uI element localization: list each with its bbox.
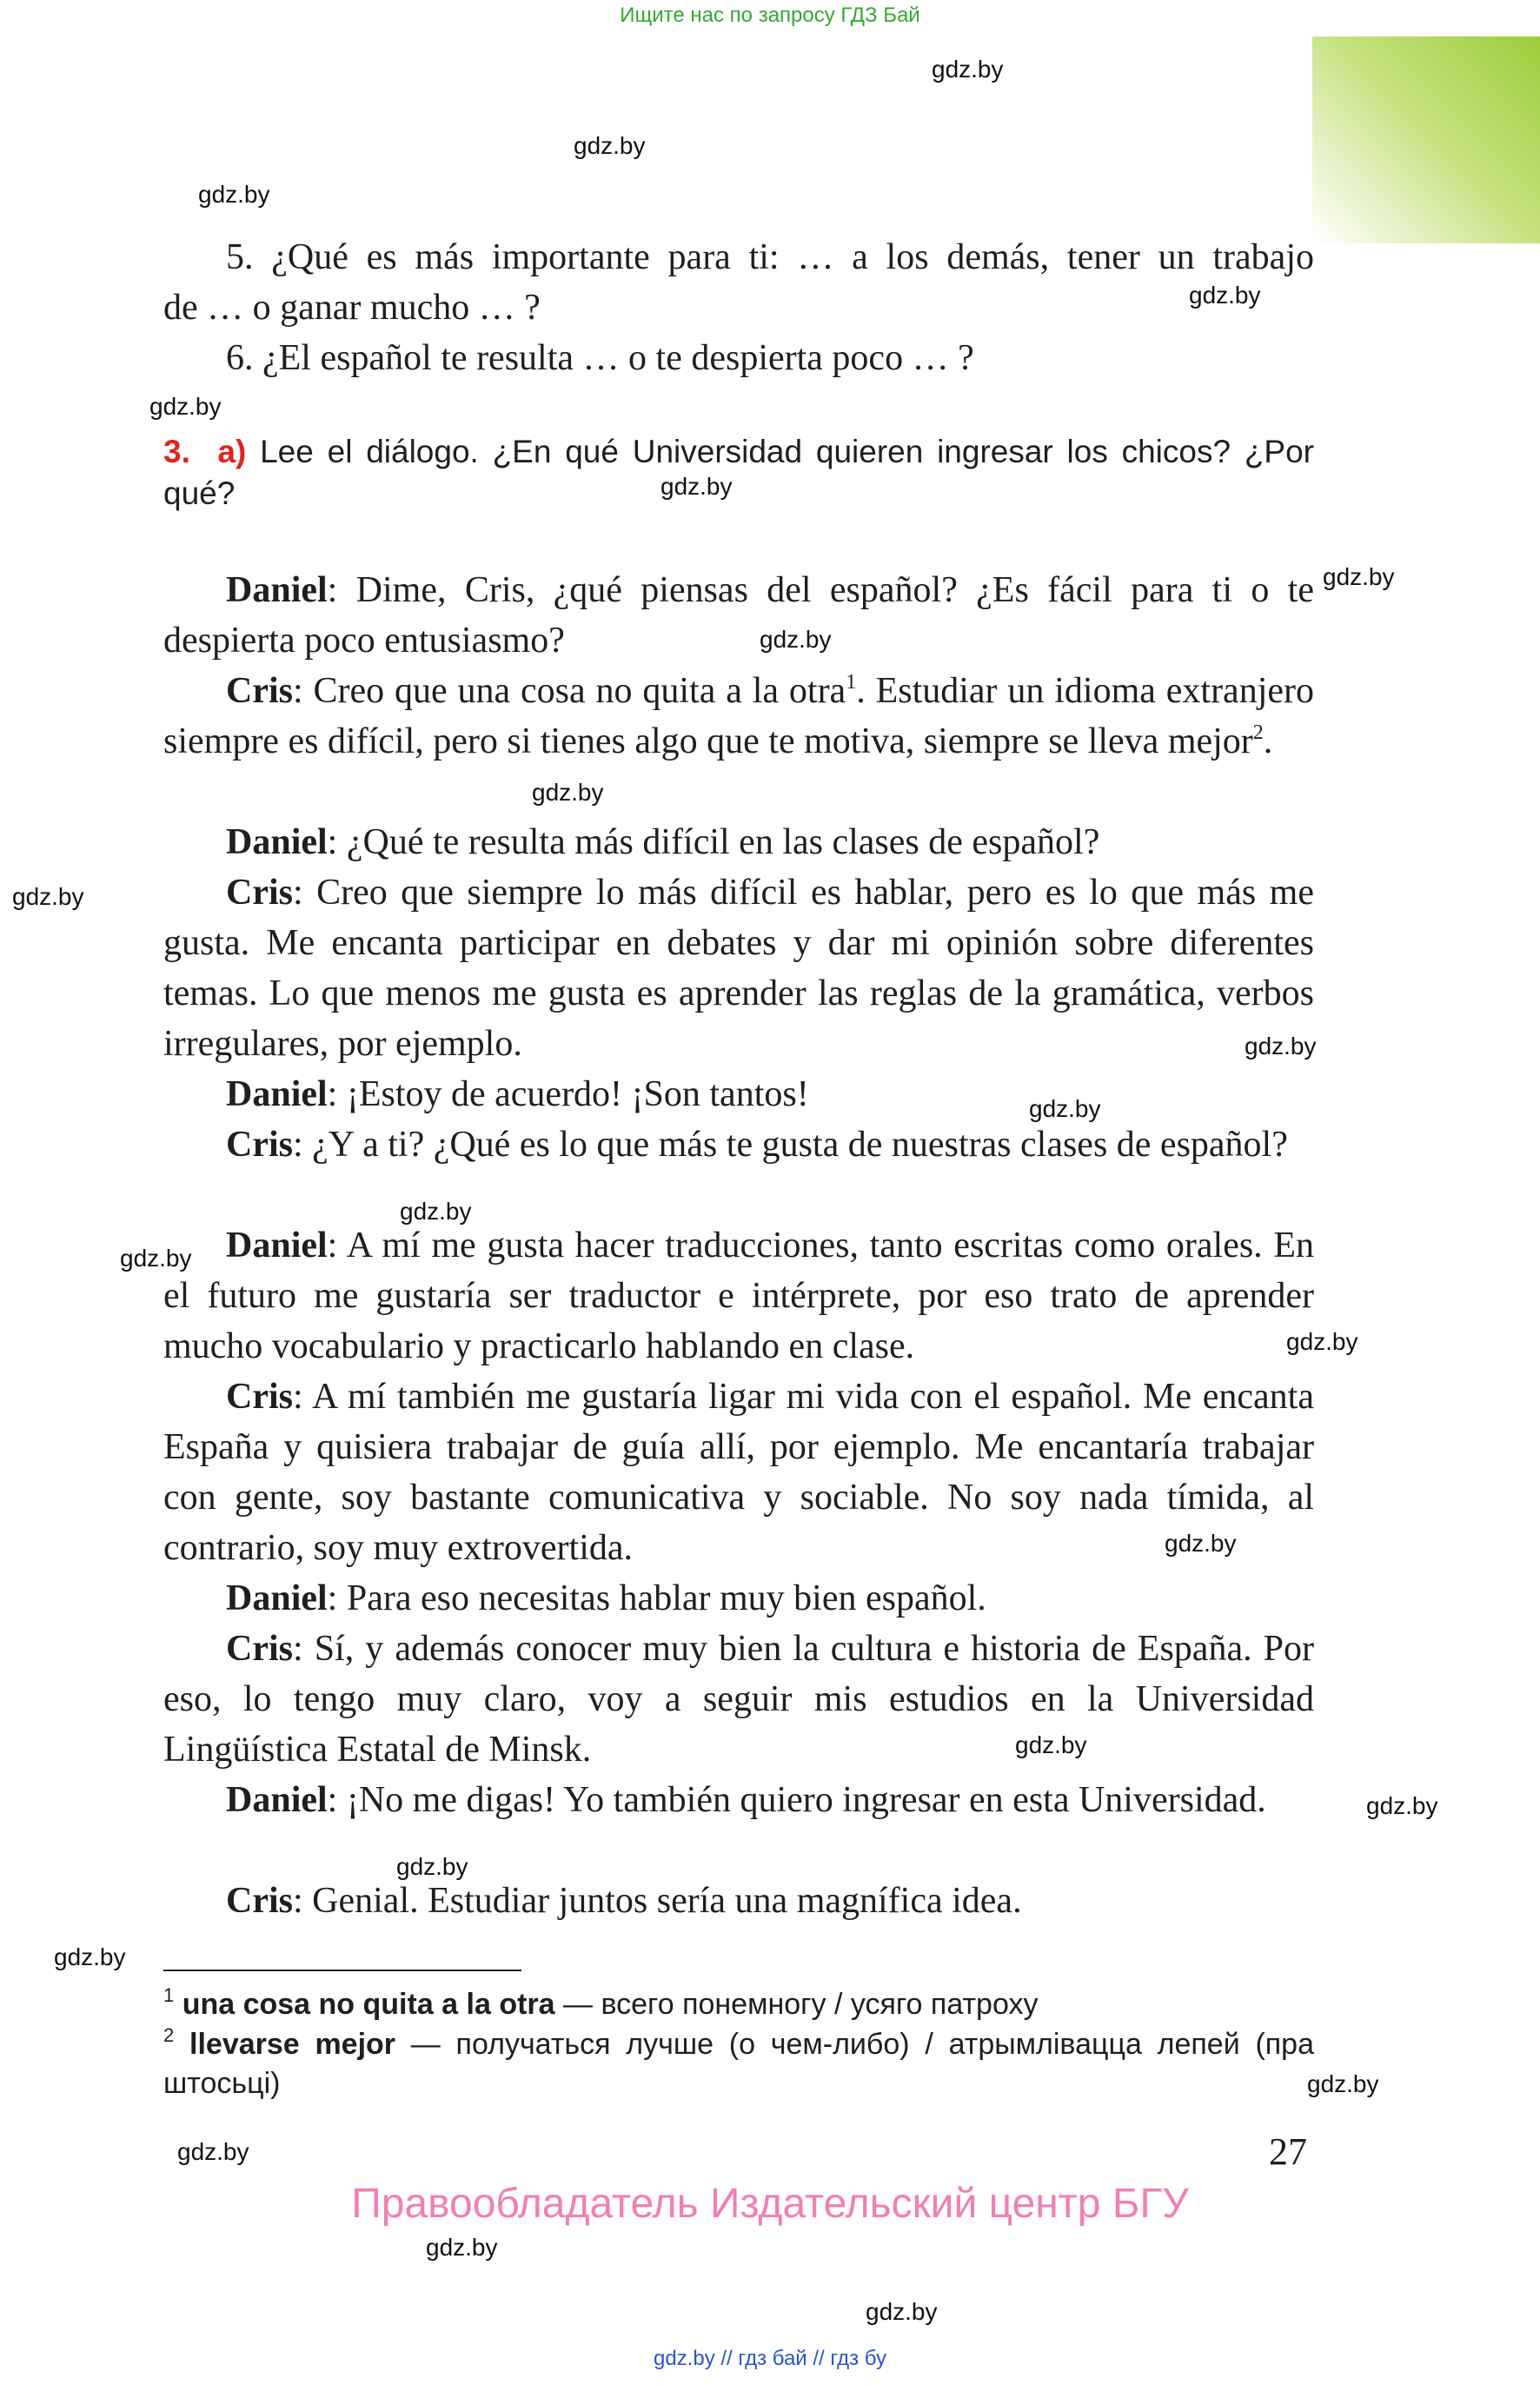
dialogue-line [163, 1069, 1314, 1119]
dialogue-text: : Dime, Cris, ¿qué piensas del español? ¿Es fácil para ti o te despierta poco entusiasmo? [163, 570, 1314, 661]
watermark: gdz.by [396, 1853, 468, 1880]
dialogue-line [163, 1573, 1314, 1624]
speaker-name: Cris [226, 873, 293, 913]
watermark: gdz.by [1165, 1530, 1237, 1557]
watermark: gdz.by [426, 2234, 498, 2261]
dialogue-text: : ¿Qué te resulta más difícil en las clases de español? [327, 822, 1100, 862]
footnote-divider [163, 1970, 521, 1971]
dialogue-text: : Para eso necesitas hablar muy bien español. [327, 1578, 986, 1618]
top-banner: Ищите нас по запросу ГДЗ Бай [620, 3, 920, 27]
speaker-name: Cris [226, 1377, 293, 1417]
footnote-definition: — всего понемногу / усяго патроху [554, 1988, 1039, 2021]
watermark: gdz.by [1323, 563, 1395, 590]
task-instruction [163, 431, 1314, 515]
watermark: gdz.by [532, 779, 604, 806]
dialogue-text: . Estudiar un idioma extranjero siempre es difícil, pero si tienes algo que te motiva, siempre se lleva mejor [163, 671, 1314, 761]
dialogue-line [163, 666, 1314, 767]
watermark: gdz.by [760, 626, 832, 653]
speaker-name: Daniel [226, 1226, 328, 1266]
watermark: gdz.by [1029, 1095, 1101, 1122]
watermark: gdz.by [177, 2138, 249, 2165]
footnote-term: llevarse mejor [189, 2028, 396, 2061]
dialogue-text: : A mí me gusta hacer traducciones, tanto escritas como orales. En el futuro me gustaría ser traductor e intérprete, por eso trato de aprender mucho vocabulario y practicarlo hablando en clase. [163, 1226, 1314, 1366]
dialogue-line [163, 565, 1314, 666]
watermark: gdz.by [1245, 1033, 1317, 1060]
dialogue-line [163, 1876, 1314, 1926]
footnote-number: 2 [163, 2024, 175, 2046]
dialogue-line [163, 1624, 1314, 1775]
task-text: Lee el diálogo. ¿En qué Universidad quieren ingresar los chicos? ¿Por qué? [163, 434, 1315, 511]
bottom-links[interactable]: gdz.by // гдз бай // гдз бу [654, 2347, 886, 2370]
dialogue-line [163, 1119, 1314, 1170]
page-number: 27 [1269, 2130, 1307, 2173]
dialogue-line [163, 1372, 1314, 1573]
dialogue-text: : ¡Estoy de acuerdo! ¡Son tantos! [327, 1074, 809, 1114]
watermark: gdz.by [660, 473, 733, 500]
copyright-notice: Правообладатель Издательский центр БГУ [351, 2181, 1189, 2227]
watermark: gdz.by [400, 1198, 472, 1225]
speaker-name: Cris [226, 1629, 293, 1669]
footnote-1 [163, 1985, 1314, 2024]
watermark: gdz.by [574, 132, 646, 159]
question-6: 6. ¿El español te resulta … o te despierta poco … ? [226, 338, 974, 378]
footnote-definition: — получаться лучше (о чем-либо) / атрымлівацца лепей (пра штосьці) [163, 2028, 1314, 2100]
dialogue-text: : Creo que siempre lo más difícil es hablar, pero es lo que más me gusta. Me encanta participar en debates y dar mi opinión sobre diferentes temas. Lo que menos me gusta es aprender las reglas de la gramática, verbos irregulares, por ejemplo. [163, 873, 1314, 1064]
speaker-name: Daniel [226, 822, 328, 862]
footnote-2 [163, 2025, 1314, 2103]
question-5-line2: de … o ganar mucho … ? [163, 288, 541, 328]
dialogue-text: : Genial. Estudiar juntos sería una magnífica idea. [293, 1881, 1022, 1921]
dialogue-text: : Sí, y además conocer muy bien la cultura e historia de España. Por eso, lo tengo muy claro, voy a seguir mis estudios en la Universidad Lingüística Estatal de Minsk. [163, 1629, 1314, 1770]
dialogue-line [163, 1775, 1314, 1825]
dialogue-text: : ¿Y a ti? ¿Qué es lo que más te gusta de nuestras clases de español? [293, 1125, 1288, 1165]
dialogue-text: . [1263, 721, 1273, 761]
speaker-name: Daniel [226, 570, 328, 610]
dialogue-line [163, 817, 1314, 867]
watermark: gdz.by [12, 883, 84, 910]
dialogue-text: : ¡No me digas! Yo también quiero ingresar en esta Universidad. [327, 1780, 1266, 1820]
dialogue-line [163, 867, 1314, 1069]
footnote-number: 1 [163, 1984, 175, 2006]
watermark: gdz.by [149, 393, 222, 420]
watermark: gdz.by [1286, 1328, 1358, 1355]
speaker-name: Daniel [226, 1074, 328, 1114]
speaker-name: Daniel [226, 1780, 328, 1820]
speaker-name: Cris [226, 1881, 293, 1921]
task-number: 3. [163, 434, 190, 469]
watermark: gdz.by [1189, 282, 1261, 309]
speaker-name: Daniel [226, 1578, 328, 1618]
dialogue-text: : A mí también me gustaría ligar mi vida con el español. Me encanta España y quisiera trabajar de guía allí, por ejemplo. Me encantaría trabajar con gente, soy bastante comunicativa y sociable. No soy nada tímida, al contrario, soy muy extrovertida. [163, 1377, 1314, 1568]
watermark: gdz.by [866, 2298, 938, 2325]
task-sub-letter: a) [217, 434, 247, 469]
watermark: gdz.by [198, 181, 270, 208]
speaker-name: Cris [226, 671, 293, 711]
watermark: gdz.by [1015, 1731, 1087, 1758]
question-5-line1: 5. ¿Qué es más importante para ti: … a los demás, tener un trabajo [226, 237, 1314, 277]
watermark: gdz.by [1366, 1792, 1438, 1819]
watermark: gdz.by [1307, 2070, 1379, 2097]
speaker-name: Cris [226, 1125, 293, 1165]
watermark: gdz.by [932, 56, 1004, 83]
footnote-ref: 1 [846, 671, 857, 694]
corner-decoration [1312, 37, 1540, 243]
dialogue-text: : Creo que una cosa no quita a la otra [293, 671, 846, 711]
watermark: gdz.by [54, 1943, 126, 1970]
watermark: gdz.by [120, 1245, 192, 1272]
footnote-ref: 2 [1252, 721, 1264, 744]
dialogue-line [163, 1220, 1314, 1372]
footnote-term: una cosa no quita a la otra [182, 1988, 555, 2021]
